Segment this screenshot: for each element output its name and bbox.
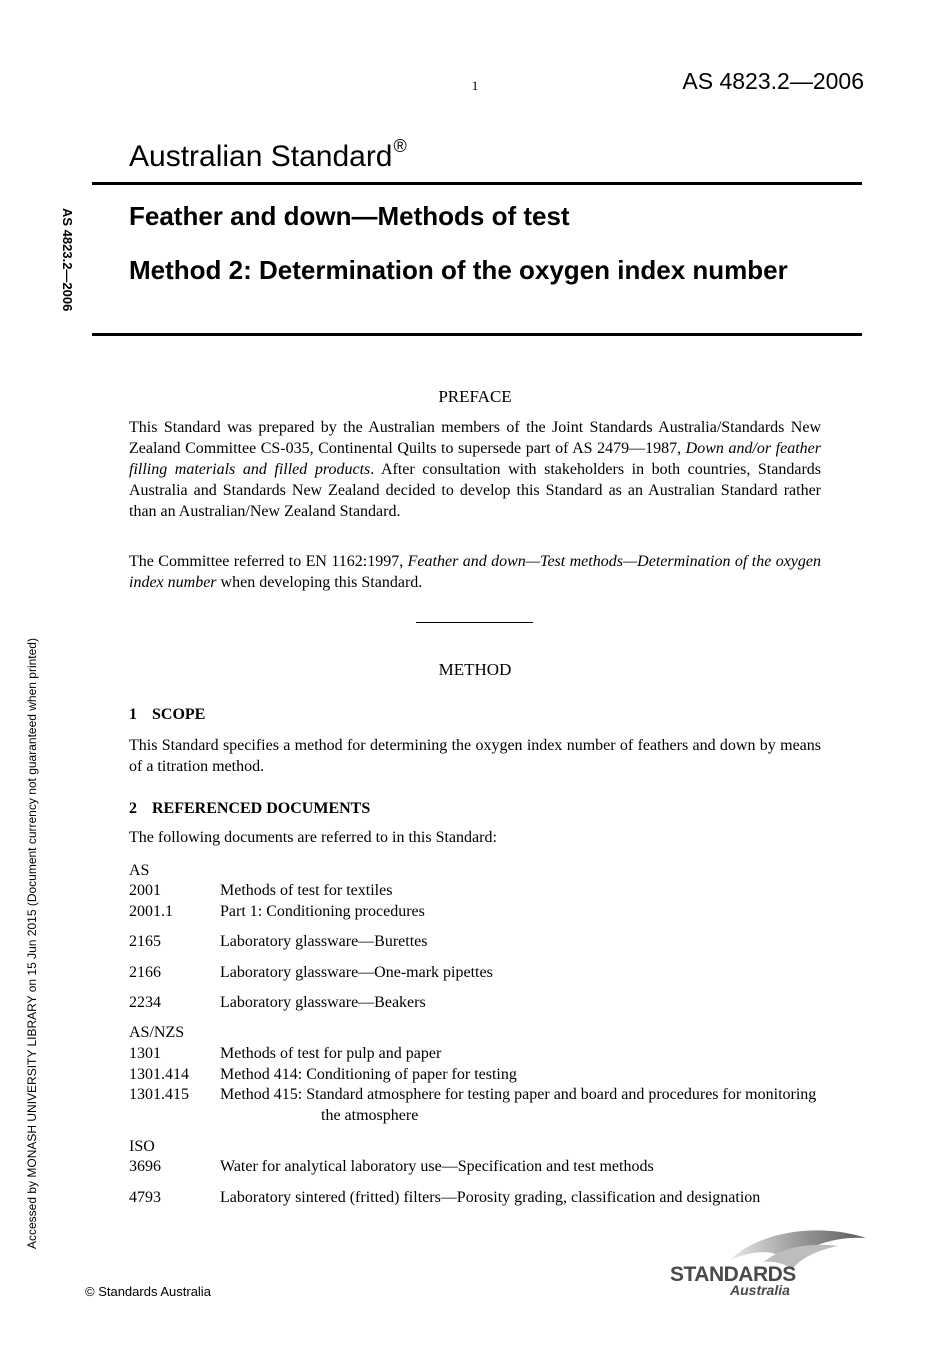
reference-item xyxy=(129,962,829,983)
reference-title: Methods of test for pulp and paper xyxy=(220,1045,442,1062)
section-title: SCOPE xyxy=(152,706,206,723)
reference-code: 2166 xyxy=(129,964,161,981)
reference-title: Water for analytical laboratory use—Specification and test methods xyxy=(220,1158,654,1175)
preface-p1-part-b: . After consultation with stakeholders in both countries, Standards Australia and Standards New Zealand decided to develop this Standard as an Australian Standard rather than an Australian/New Zealand Standard. xyxy=(129,461,821,520)
section-number: 2 xyxy=(129,800,137,817)
reference-title: Part 1: Conditioning procedures xyxy=(220,903,425,920)
reference-item xyxy=(129,992,829,1013)
reference-item xyxy=(129,901,829,922)
footer-copyright: © Standards Australia xyxy=(85,1284,211,1299)
section-scope-heading xyxy=(129,706,205,724)
bottom-rule xyxy=(92,333,862,336)
side-access-note: Accessed by MONASH UNIVERSITY LIBRARY on 15 Jun 2015 (Document currency not guaranteed when printed) xyxy=(25,638,39,1249)
reference-item xyxy=(129,1156,829,1177)
reference-item xyxy=(129,1084,829,1126)
scope-text: This Standard specifies a method for determining the oxygen index number of feathers and down by means of a titration method. xyxy=(129,737,821,775)
section-references-heading xyxy=(129,800,370,818)
section-number: 1 xyxy=(129,706,137,723)
section-divider xyxy=(416,622,533,623)
reference-code: 2234 xyxy=(129,994,161,1011)
preface-paragraph-1 xyxy=(129,417,821,522)
reference-code: 1301.415 xyxy=(129,1086,189,1103)
logo-text-main: STANDARDS xyxy=(670,1263,796,1286)
preface-p1-italic: Down and/or feather filling materials and filled products xyxy=(129,440,821,478)
standard-label-text: Australian Standard xyxy=(129,140,393,173)
reference-title: Laboratory glassware—One-mark pipettes xyxy=(220,964,493,981)
standards-australia-logo xyxy=(668,1224,868,1298)
reference-title: Methods of test for textiles xyxy=(220,882,393,899)
preface-heading: PREFACE xyxy=(438,387,512,406)
logo-text-sub: Australia xyxy=(730,1282,790,1298)
reference-code: 1301 xyxy=(129,1045,161,1062)
preface-p1-part-a: This Standard was prepared by the Australian members of the Joint Standards Australia/Standards New Zealand Committee CS-035, Continental Quilts to supersede part of AS 2479—1987, xyxy=(129,419,821,457)
preface-p2-italic: Feather and down—Test methods—Determination of the oxygen index number xyxy=(129,553,822,591)
reference-item xyxy=(129,1187,829,1208)
reference-code: 4793 xyxy=(129,1189,161,1206)
reference-item xyxy=(129,880,829,901)
reference-code: 2001.1 xyxy=(129,903,173,920)
preface-paragraph-2 xyxy=(129,551,821,593)
reference-code: 2001 xyxy=(129,882,161,899)
reference-item xyxy=(129,931,829,952)
page-number: 1 xyxy=(471,78,479,93)
reference-title: Laboratory glassware—Beakers xyxy=(220,994,426,1011)
reference-code: 1301.414 xyxy=(129,1066,189,1083)
registered-mark: ® xyxy=(393,136,407,156)
reference-group-label: AS xyxy=(129,862,150,879)
reference-title: Laboratory glassware—Burettes xyxy=(220,933,428,950)
section-title: REFERENCED DOCUMENTS xyxy=(152,800,371,817)
reference-group-label: AS/NZS xyxy=(129,1024,185,1041)
title-main: Feather and down—Methods of test xyxy=(129,201,570,231)
preface-p2-part-a: The Committee referred to EN 1162:1997, xyxy=(129,553,408,570)
reference-title: Laboratory sintered (fritted) filters—Porosity grading, classification and designation xyxy=(220,1189,761,1206)
document-id: AS 4823.2—2006 xyxy=(682,68,864,94)
method-heading: METHOD xyxy=(438,660,512,679)
reference-code: 3696 xyxy=(129,1158,161,1175)
side-document-id: AS 4823.2—2006 xyxy=(60,208,75,312)
top-rule xyxy=(92,182,862,185)
standard-label xyxy=(129,136,407,174)
reference-title: Method 414: Conditioning of paper for testing xyxy=(220,1066,517,1083)
title-sub: Method 2: Determination of the oxygen index number xyxy=(129,255,788,285)
reference-group-label: ISO xyxy=(129,1138,155,1155)
preface-p2-part-b: when developing this Standard. xyxy=(216,574,423,591)
references-intro: The following documents are referred to in this Standard: xyxy=(129,829,497,846)
reference-item xyxy=(129,1043,829,1064)
reference-code: 2165 xyxy=(129,933,161,950)
reference-item xyxy=(129,1064,829,1085)
reference-title: Method 415: Standard atmosphere for testing paper and board and procedures for monitoring the atmosphere xyxy=(220,1086,817,1124)
